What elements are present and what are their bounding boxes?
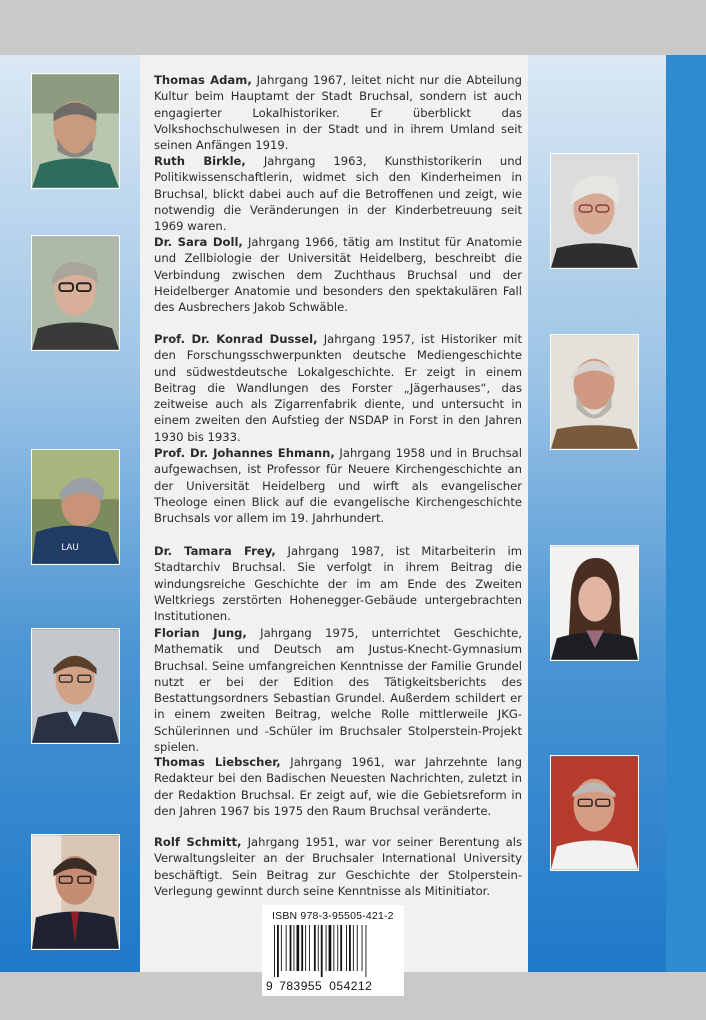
bio-florian-jung	[154, 625, 522, 755]
barcode-bar	[333, 925, 334, 971]
barcode-bar	[309, 925, 310, 971]
bio-name: Thomas Adam,	[154, 73, 252, 87]
bio-text: Jahrgang 1987, ist Mitarbeiterin im Stadtarchiv Bruchsal. Sie verfolgt in ihrem Beitrag die windungsreiche Geschichte der im am Ende des Zweiten Weltkriegs zerstörten Hohenegger-Gebäude untergebrachten Institutionen.	[154, 544, 523, 624]
bio-name: Prof. Dr. Johannes Ehmann,	[154, 446, 335, 460]
bio-name: Ruth Birkle,	[154, 154, 246, 168]
barcode-bar	[286, 925, 287, 971]
barcode-digits	[266, 979, 400, 993]
bio-text: Jahrgang 1975, unterrichtet Geschichte, Mathematik und Deutsch am Justus-Knecht-Gymnasium Bruchsal. Seine umfangreichen Kenntnisse der Familie Grundel nutzt er bei der Edition des Tätigkeitsberichts des Bestattungsordners Sebastian Grundel. Außerdem schildert er in einem zweiten Beitrag, welche Rolle mittlerweile JKG-Schülerinnen und -Schüler im Bruchsaler Stolperstein-Projekt spielen.	[154, 626, 522, 755]
isbn-label: ISBN 978-3-95505-421-2	[272, 910, 394, 922]
bio-text: Jahrgang 1951, war vor seiner Berentung als Verwaltungsleiter an der Bruchsaler International University beschäftigt. Sein Beitrag zur Geschichte der Stolperstein-Verlegung gewinnt durch seine Kenntnisse als Mitinitiator.	[154, 835, 523, 898]
svg-text:LAU: LAU	[61, 543, 79, 554]
barcode-bar	[294, 925, 295, 971]
barcode-bar	[274, 925, 275, 977]
barcode-bar	[301, 925, 303, 971]
bio-name: Rolf Schmitt,	[154, 835, 242, 849]
barcode-bar	[353, 925, 354, 971]
barcode-bar	[290, 925, 292, 971]
barcode-group-1: 783955	[279, 979, 323, 993]
portrait-ruth-birkle	[550, 153, 639, 269]
portrait-tamara-frey	[550, 545, 639, 661]
barcode-bar	[314, 925, 316, 971]
bio-tamara-frey	[154, 543, 522, 624]
barcode-bar	[337, 925, 338, 971]
barcode-bar	[318, 925, 319, 971]
barcode-bar	[357, 925, 358, 971]
bio-rolf-schmitt	[154, 834, 522, 899]
portrait-rolf-schmitt	[31, 834, 120, 950]
bio-thomas-adam	[154, 72, 522, 153]
bio-text: Jahrgang 1961, war Jahrzehnte lang Redakteur bei den Badischen Neuesten Nachrichten, zuletzt in der Redaktion Bruchsal. Er zeigt auf, wie die Gebietsreform in den Jahren 1967 bis 1975 den Raum Bruchsal veränderte.	[154, 755, 522, 818]
portrait-konrad-dussel	[550, 334, 639, 450]
barcode-lead-digit: 9	[266, 979, 274, 993]
portrait-sara-doll	[31, 235, 120, 351]
bio-ruth-birkle	[154, 153, 522, 234]
bio-text: Jahrgang 1963, Kunsthistorikerin und Politikwissenschaftlerin, widmet sich den Kinderheimen in Bruchsal, blickt dabei auch auf die Betroffenen und zeigt, wie notwendig die Veränderungen in der Kinderbetreuung seit 1969 waren.	[154, 154, 522, 234]
bio-text: Jahrgang 1957, ist Historiker mit den Forschungsschwerpunkten deutsche Mediengeschichte und südwestdeutsche Lokalgeschichte. Er zeigt in einem Beitrag die Wandlungen des Forster „Jägerhauses“, das zeitweise auch als Zigarrenfabrik diente, und untersucht in einem zweiten den Aufstieg der NSDAP in Forst in den Jahren 1930 bis 1933.	[154, 332, 522, 444]
bio-johannes-ehmann	[154, 445, 522, 526]
bio-thomas-liebscher	[154, 754, 522, 819]
portrait-thomas-liebscher	[550, 755, 639, 871]
bio-sara-doll	[154, 234, 522, 315]
barcode-bar	[277, 925, 279, 977]
bio-name: Dr. Tamara Frey,	[154, 544, 276, 558]
barcode-bar	[281, 925, 282, 971]
portrait-johannes-ehmann	[31, 449, 120, 565]
top-band	[0, 0, 706, 55]
bio-text: Jahrgang 1958 und in Bruchsal aufgewachsen, ist Professor für Neuere Kirchengeschichte an der Universität Heidelberg und wirft als evangelischer Theologe einen Blick auf die evangelische Kirchengeschichte Bruchsals vor allem im 19. Jahrhundert.	[154, 446, 522, 526]
barcode-bar	[305, 925, 306, 971]
barcode-bar	[366, 925, 367, 977]
barcode-bar	[326, 925, 327, 971]
bio-text: Jahrgang 1967, leitet nicht nur die Abteilung Kultur beim Hauptamt der Stadt Bruchsal, sondern ist auch engagierter Lokalhistoriker. Er überblickt das Volkshochschulwesen in der Stadt und in ihrem Umland seit seinen Anfängen 1919.	[154, 73, 522, 153]
bio-name: Dr. Sara Doll,	[154, 235, 243, 249]
barcode-bar	[349, 925, 351, 971]
barcode-bar	[340, 925, 342, 971]
bio-text: Jahrgang 1966, tätig am Institut für Anatomie und Zellbiologie der Universität Heidelberg, beschreibt die Verbindung zwischen dem Zuchthaus Bruchsal und der Heidelberger Anatomie und besonders den spektakulären Fall des Ausbrechers Jakob Schwäble.	[154, 235, 522, 315]
portrait-florian-jung	[31, 628, 120, 744]
blue-edge-strip	[666, 55, 706, 972]
barcode-bar	[362, 925, 363, 971]
bio-konrad-dussel	[154, 331, 522, 445]
barcode-bar	[321, 925, 323, 977]
barcode-bar	[346, 925, 347, 971]
barcode-bar	[297, 925, 300, 971]
portrait-thomas-adam	[31, 73, 120, 189]
barcode-bar	[329, 925, 332, 971]
barcode-graphic	[272, 925, 396, 977]
bio-name: Florian Jung,	[154, 626, 247, 640]
bio-name: Prof. Dr. Konrad Dussel,	[154, 332, 318, 346]
isbn-barcode-block	[262, 905, 404, 996]
bio-name: Thomas Liebscher,	[154, 755, 281, 769]
barcode-group-2: 054212	[329, 979, 373, 993]
